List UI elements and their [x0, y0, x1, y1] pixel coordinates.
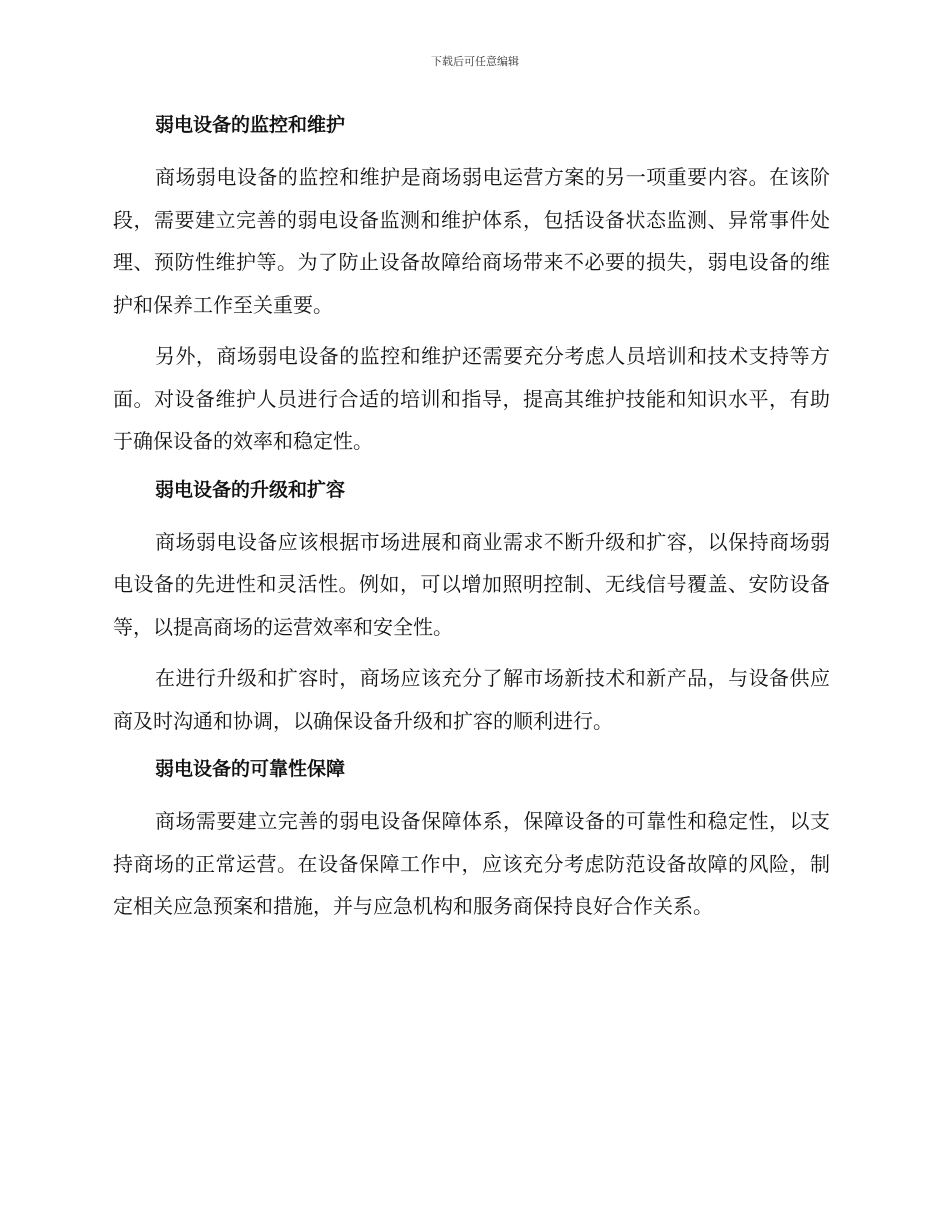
paragraph: 另外，商场弱电设备的监控和维护还需要充分考虑人员培训和技术支持等方面。对设备维护人员进行合适的培训和指导，提高其维护技能和知识水平，有助于确保设备的效率和稳定性。 [113, 344, 830, 453]
section-heading: 弱电设备的升级和扩容 [155, 478, 346, 501]
paragraph: 商场需要建立完善的弱电设备保障体系，保障设备的可靠性和稳定性，以支持商场的正常运营。在设备保障工作中，应该充分考虑防范设备故障的风险，制定相关应急预案和措施，并与应急机构和服务商保持良好合作关系。 [113, 809, 830, 918]
paragraph: 在进行升级和扩容时，商场应该充分了解市场新技术和新产品，与设备供应商及时沟通和协调，以确保设备升级和扩容的顺利进行。 [113, 666, 830, 733]
paragraph: 商场弱电设备的监控和维护是商场弱电运营方案的另一项重要内容。在该阶段，需要建立完善的弱电设备监测和维护体系，包括设备状态监测、异常事件处理、预防性维护等。为了防止设备故障给商场带来不必要的损失，弱电设备的维护和保养工作至关重要。 [113, 165, 830, 317]
section-reliability-assurance [113, 752, 830, 928]
section-heading: 弱电设备的可靠性保障 [155, 758, 346, 780]
page-header-note: 下载后可任意编辑 [431, 55, 519, 68]
paragraph: 商场弱电设备应该根据市场进展和商业需求不断升级和扩容，以保持商场弱电设备的先进性和灵活性。例如，可以增加照明控制、无线信号覆盖、安防设备等，以提高商场的运营效率和安全性。 [113, 529, 830, 639]
document-body [113, 108, 830, 938]
section-monitoring-maintenance [113, 108, 830, 463]
section-heading: 弱电设备的监控和维护 [155, 114, 346, 136]
section-upgrade-expansion [113, 473, 830, 743]
